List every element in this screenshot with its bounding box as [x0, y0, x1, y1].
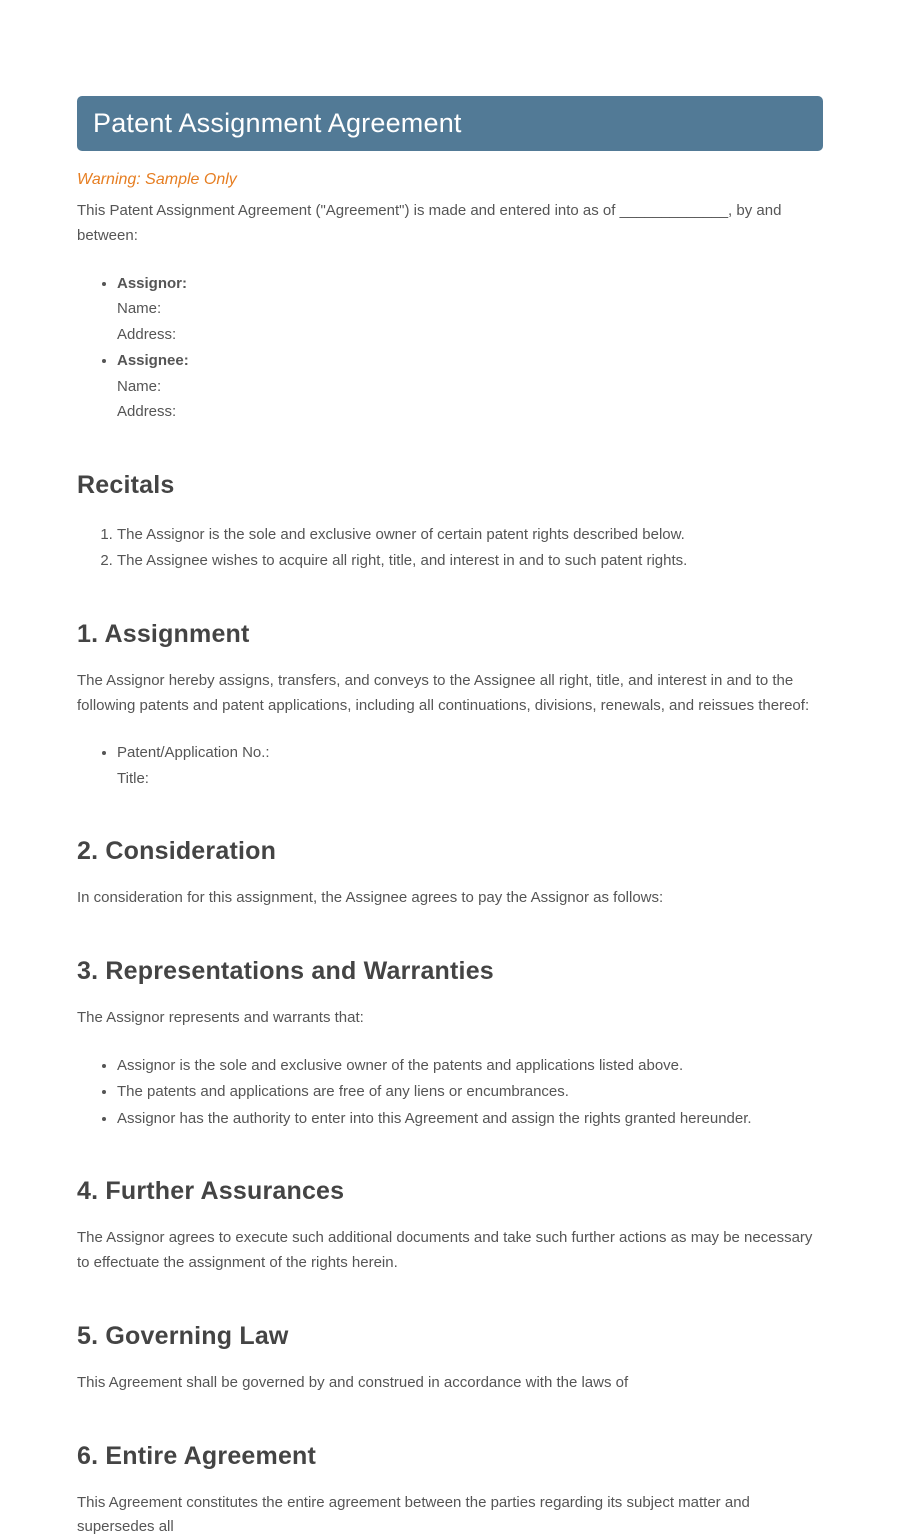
recital-item: 2. The Assignee wishes to acquire all right, title, and interest in and to such patent rights.	[117, 548, 823, 574]
party-item-assignee	[117, 348, 823, 425]
document-title: Patent Assignment Agreement	[93, 108, 462, 138]
document-title-banner	[77, 96, 823, 151]
party-name-label: Name:	[117, 377, 162, 395]
section-heading-recitals: Recitals	[77, 470, 175, 499]
parties-list	[77, 271, 823, 425]
document-page	[77, 0, 823, 1540]
party-address-label: Address:	[117, 403, 177, 421]
recital-item: 1. The Assignor is the sole and exclusive owner of certain patent rights described below.	[117, 522, 823, 548]
party-role-label: • Assignee:	[117, 352, 189, 370]
patent-number-label: • Patent/Application No.:	[117, 744, 270, 762]
representations-paragraph: The Assignor represents and warrants that:	[77, 1009, 364, 1027]
patent-list	[77, 740, 823, 791]
consideration-paragraph: In consideration for this assignment, the Assignee agrees to pay the Assignor as follows:	[77, 889, 664, 907]
warning-text: Warning: Sample Only	[77, 171, 237, 188]
section-heading-entire-agreement: 6. Entire Agreement	[77, 1441, 317, 1470]
representation-item: • The patents and applications are free of any liens or encumbrances.	[117, 1079, 823, 1105]
patent-title-label: Title:	[117, 769, 149, 787]
assignment-paragraph: The Assignor hereby assigns, transfers, and conveys to the Assignee all right, title, and interest in and to the following patents and patent applications, including all continuations, divisions, renewals, and reissues thereof:	[77, 671, 810, 714]
section-heading-representations: 3. Representations and Warranties	[77, 957, 494, 986]
party-role-label: • Assignor:	[117, 274, 188, 292]
section-heading-assignment: 1. Assignment	[77, 619, 250, 648]
representation-item: • Assignor is the sole and exclusive owner of the patents and applications listed above.	[117, 1053, 823, 1079]
section-heading-consideration: 2. Consideration	[77, 837, 277, 866]
section-heading-governing-law: 5. Governing Law	[77, 1321, 289, 1350]
governing-law-paragraph: This Agreement shall be governed by and construed in accordance with the laws of	[77, 1373, 629, 1391]
party-item-assignor	[117, 271, 823, 348]
recitals-list	[77, 522, 823, 574]
patent-item	[117, 740, 823, 791]
party-address-label: Address:	[117, 325, 177, 343]
party-name-label: Name:	[117, 300, 162, 318]
intro-paragraph: This Patent Assignment Agreement ("Agreement") is made and entered into as of _____________, by and between:	[77, 202, 782, 245]
further-assurances-paragraph: The Assignor agrees to execute such additional documents and take such further actions as may be necessary to effectuate the assignment of the rights herein.	[77, 1229, 813, 1272]
section-heading-further-assurances: 4. Further Assurances	[77, 1177, 345, 1206]
representations-list	[77, 1053, 823, 1132]
entire-agreement-paragraph: This Agreement constitutes the entire agreement between the parties regarding its subject matter and supersedes all	[77, 1493, 750, 1536]
representation-item: • Assignor has the authority to enter into this Agreement and assign the rights granted hereunder.	[117, 1106, 823, 1132]
